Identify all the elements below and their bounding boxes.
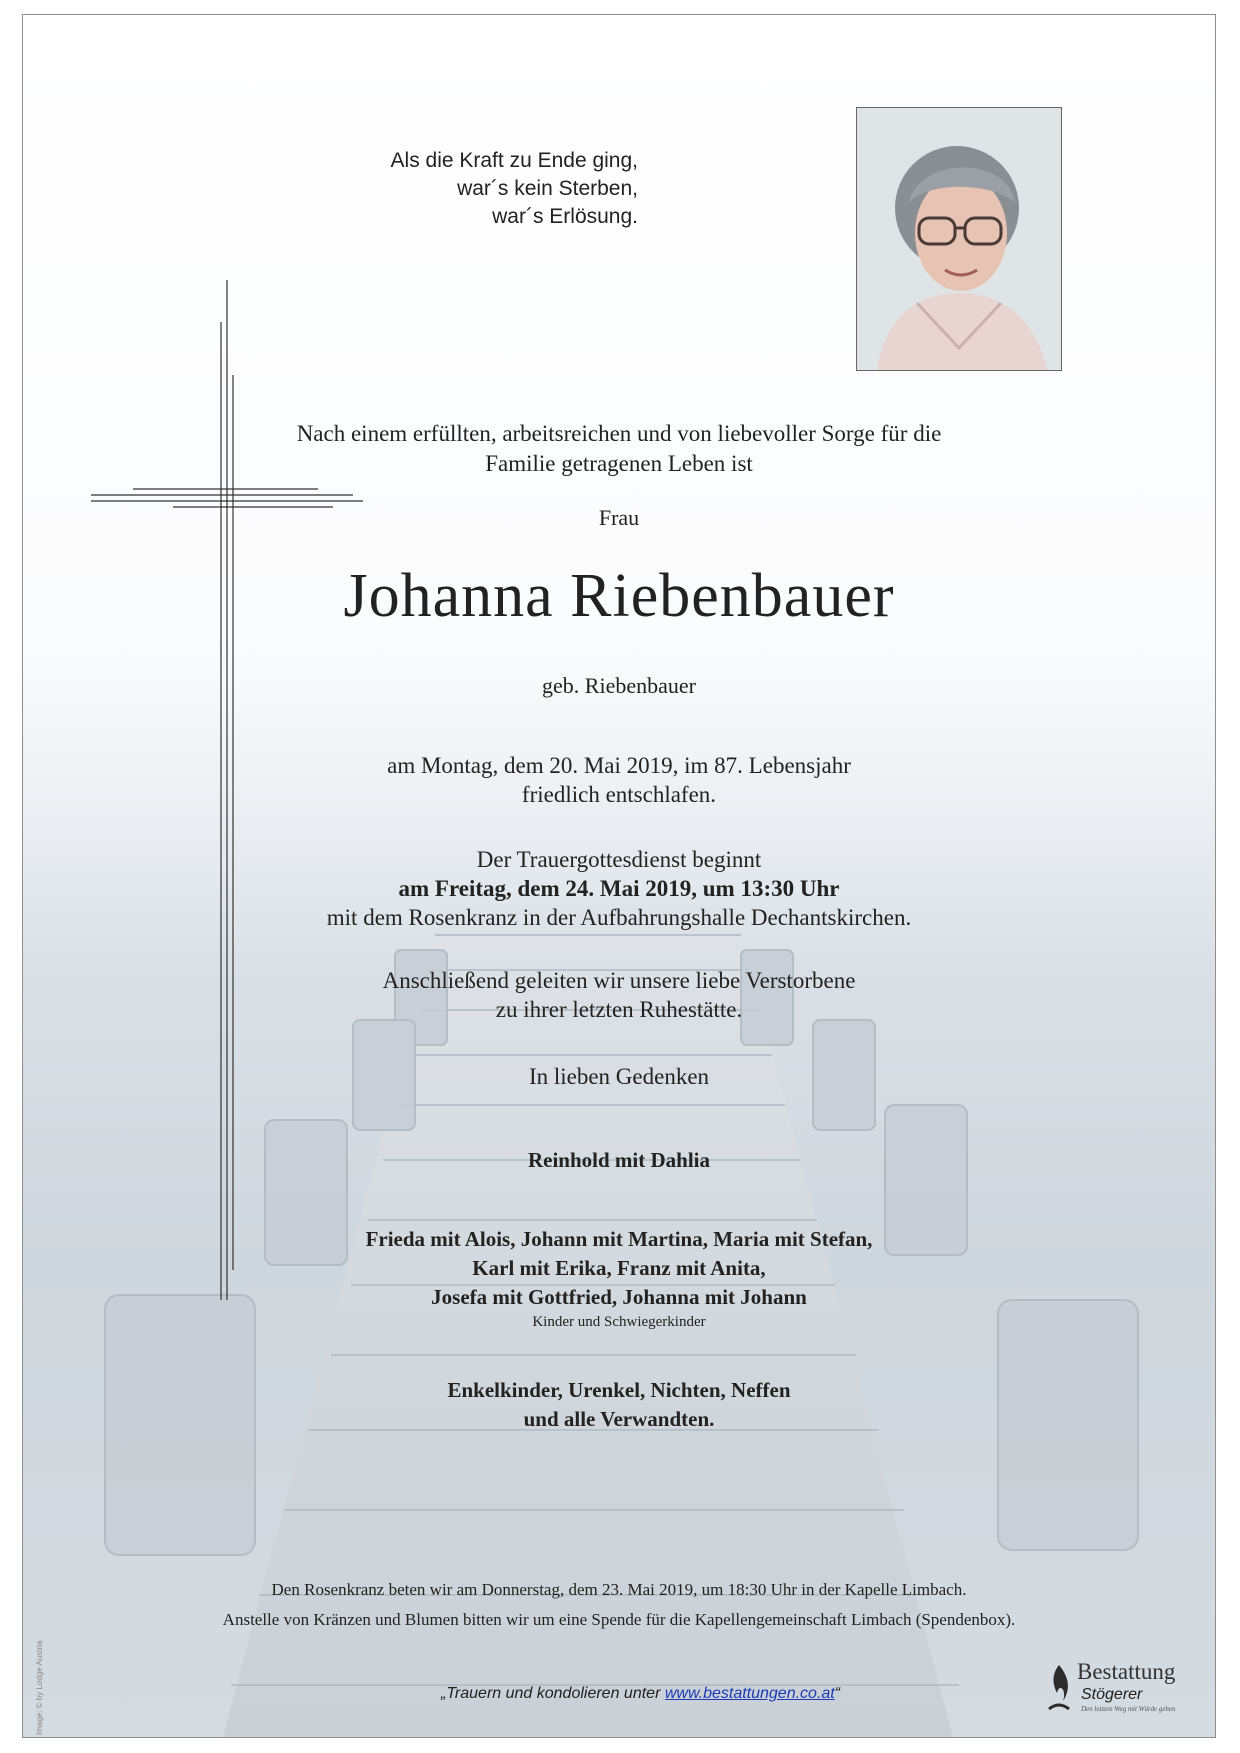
flame-logo-icon bbox=[1043, 1663, 1073, 1713]
credit-text: Image: © by Lodge Austria bbox=[35, 1640, 44, 1735]
note-line: Anstelle von Kränzen und Blumen bitten wir um eine Spende für die Kapellengemeinschaft Limbach (Spendenbox). bbox=[222, 1610, 1016, 1629]
burial-text bbox=[23, 966, 1215, 1024]
birth-name: geb. Riebenbauer bbox=[542, 673, 696, 698]
deceased-name: Johanna Riebenbauer bbox=[343, 562, 895, 630]
intro-line: Nach einem erfüllten, arbeitsreichen und von liebevoller Sorge für die bbox=[296, 421, 942, 446]
motto-line: war´s kein Sterben, bbox=[457, 177, 638, 200]
children-caption: Kinder und Schwiegerkinder bbox=[532, 1314, 706, 1330]
family-line: Frieda mit Alois, Johann mit Martina, Maria mit Stefan, bbox=[365, 1227, 873, 1251]
burial-line: zu ihrer letzten Ruhestätte. bbox=[495, 997, 743, 1022]
death-line: friedlich entschlafen. bbox=[521, 782, 717, 807]
intro-text bbox=[23, 419, 1215, 479]
note-line: Den Rosenkranz beten wir am Donnerstag, dem 23. Mai 2019, um 18:30 Uhr in der Kapelle Limbach. bbox=[271, 1580, 967, 1599]
funeral-service bbox=[23, 845, 1215, 932]
family-spouse: Reinhold mit Dahlia bbox=[527, 1148, 711, 1172]
motto-line: war´s Erlösung. bbox=[492, 205, 638, 228]
service-date: am Freitag, dem 24. Mai 2019, um 13:30 Uhr bbox=[398, 876, 840, 901]
funeral-home-logo bbox=[1041, 1659, 1201, 1717]
condolence-prefix: „Trauern und kondolieren unter bbox=[441, 1685, 665, 1702]
condolence-link[interactable]: www.bestattungen.co.at bbox=[664, 1685, 835, 1702]
intro-line: Familie getragenen Leben ist bbox=[485, 451, 753, 476]
salutation: Frau bbox=[598, 505, 640, 530]
death-notice bbox=[23, 751, 1215, 809]
death-line: am Montag, dem 20. Mai 2019, im 87. Lebensjahr bbox=[387, 753, 851, 778]
condolence-line bbox=[441, 1685, 840, 1703]
family-relatives bbox=[23, 1376, 1215, 1434]
family-line: Karl mit Erika, Franz mit Anita, bbox=[472, 1256, 766, 1280]
in-memory-heading: In lieben Gedenken bbox=[528, 1064, 710, 1089]
family-line: und alle Verwandten. bbox=[523, 1407, 715, 1431]
family-line: Enkelkinder, Urenkel, Nichten, Neffen bbox=[447, 1378, 791, 1402]
condolence-suffix: “ bbox=[834, 1685, 841, 1702]
family-children bbox=[23, 1225, 1215, 1312]
logo-line2: Stögerer bbox=[1081, 1686, 1143, 1703]
image-credit bbox=[35, 1615, 49, 1735]
service-location: mit dem Rosenkranz in der Aufbahrungshalle Dechantskirchen. bbox=[326, 905, 912, 930]
portrait-image bbox=[857, 108, 1061, 370]
burial-line: Anschließend geleiten wir unsere liebe Verstorbene bbox=[382, 968, 856, 993]
service-line: Der Trauergottesdienst beginnt bbox=[476, 847, 762, 872]
footer-notes bbox=[23, 1575, 1215, 1635]
obituary-page bbox=[22, 14, 1216, 1738]
logo-line1: Bestattung bbox=[1077, 1659, 1176, 1684]
motto-line: Als die Kraft zu Ende ging, bbox=[390, 149, 638, 172]
logo-tagline: Den letzten Weg mit Würde gehen bbox=[1081, 1705, 1176, 1713]
motto bbox=[273, 147, 638, 231]
portrait-photo bbox=[856, 107, 1062, 371]
family-line: Josefa mit Gottfried, Johanna mit Johann bbox=[431, 1285, 807, 1309]
